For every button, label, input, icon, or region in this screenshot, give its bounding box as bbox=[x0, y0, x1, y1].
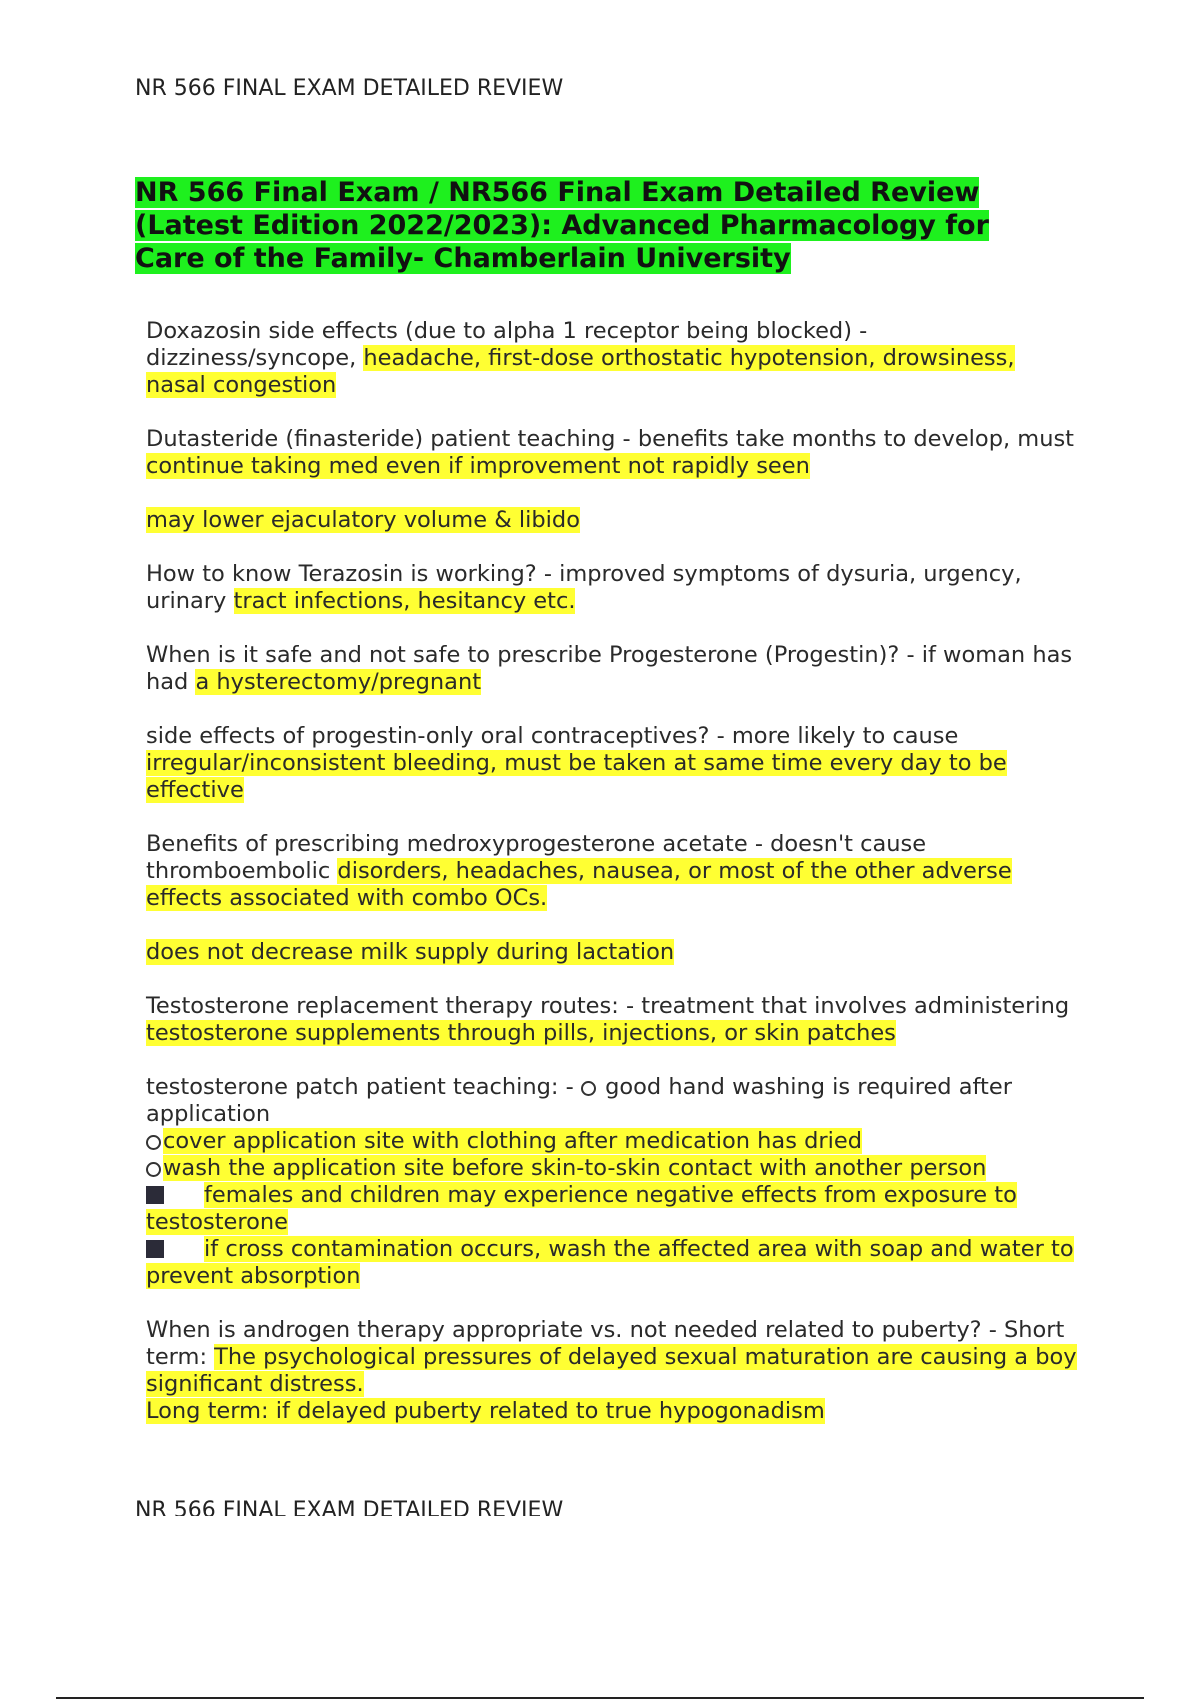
item-text: Doxazosin side effects (due to alpha 1 receptor being blocked) - dizziness/syncope, bbox=[146, 318, 868, 371]
item-progesterone bbox=[146, 642, 1081, 696]
item-medroxyprogesterone-extra bbox=[146, 939, 1081, 966]
item-dutasteride bbox=[146, 426, 1081, 480]
item-highlight: females and children may experience negative effects from exposure to testosterone bbox=[146, 1182, 1017, 1235]
item-progestin-only bbox=[146, 723, 1081, 804]
item-highlight: testosterone supplements through pills, injections, or skin patches bbox=[146, 1020, 896, 1046]
item-highlight: does not decrease milk supply during lactation bbox=[146, 939, 675, 965]
item-text: testosterone patch patient teaching: - bbox=[146, 1074, 581, 1100]
item-text: How to know Terazosin is working? - improved symptoms of dysuria, urgency, urinary bbox=[146, 561, 1022, 614]
patch-bullet-1 bbox=[146, 1128, 1081, 1155]
patch-bullet-4 bbox=[146, 1236, 1081, 1290]
hollow-circle-bullet-icon bbox=[146, 1162, 161, 1177]
item-highlight: continue taking med even if improvement not rapidly seen bbox=[146, 453, 810, 479]
item-highlight: if cross contamination occurs, wash the affected area with soap and water to prevent absorption bbox=[146, 1236, 1074, 1289]
running-header bbox=[135, 72, 735, 98]
running-header-text: NR 566 FINAL EXAM DETAILED REVIEW bbox=[135, 76, 564, 98]
item-dutasteride-extra bbox=[146, 507, 1081, 534]
patch-bullet-3 bbox=[146, 1182, 1081, 1236]
item-highlight: irregular/inconsistent bleeding, must be taken at same time every day to be effective bbox=[146, 750, 1007, 803]
item-highlight: headache, first-dose orthostatic hypotension, drowsiness, nasal congestion bbox=[146, 345, 1015, 398]
hollow-circle-bullet-icon bbox=[146, 1135, 161, 1150]
running-footer-text: NR 566 FINAL EXAM DETAILED REVIEW bbox=[135, 1500, 564, 1516]
item-doxazosin bbox=[146, 318, 1081, 399]
item-text: When is it safe and not safe to prescribe Progesterone (Progestin)? - if woman has had bbox=[146, 642, 1073, 695]
square-bullet-icon bbox=[146, 1186, 164, 1204]
item-highlight: a hysterectomy/pregnant bbox=[195, 669, 482, 695]
item-terazosin bbox=[146, 561, 1081, 615]
item-androgen-long-term bbox=[146, 1398, 1081, 1425]
item-text: Testosterone replacement therapy routes: - treatment that involves administering bbox=[146, 993, 1070, 1019]
item-highlight: cover application site with clothing after medication has dried bbox=[163, 1128, 862, 1154]
item-medroxyprogesterone bbox=[146, 831, 1081, 912]
title-text: NR 566 Final Exam / NR566 Final Exam Detailed Review (Latest Edition 2022/2023): Advanced Pharmacology for Care of the Family- Chamberlain University bbox=[135, 177, 989, 274]
item-trt-routes bbox=[146, 993, 1081, 1047]
item-text: side effects of progestin-only oral contraceptives? - more likely to cause bbox=[146, 723, 959, 749]
patch-bullet-2 bbox=[146, 1155, 1081, 1182]
item-text: When is androgen therapy appropriate vs. not needed related to puberty? - Short term: bbox=[146, 1317, 1065, 1370]
item-highlight: wash the application site before skin-to-skin contact with another person bbox=[163, 1155, 987, 1181]
item-highlight: The psychological pressures of delayed sexual maturation are causing a boy significant distress. bbox=[146, 1344, 1077, 1397]
running-footer bbox=[135, 1500, 735, 1516]
item-androgen-therapy bbox=[146, 1317, 1081, 1398]
item-patch-teaching bbox=[146, 1074, 1081, 1128]
page-bottom-rule bbox=[56, 1697, 1144, 1699]
item-highlight: disorders, headaches, nausea, or most of the other adverse effects associated with combo OCs. bbox=[146, 858, 1012, 911]
hollow-circle-bullet-icon bbox=[581, 1081, 596, 1096]
item-highlight: may lower ejaculatory volume & libido bbox=[146, 507, 580, 533]
item-text: good hand washing is required after application bbox=[146, 1074, 1012, 1127]
document-title bbox=[135, 176, 1055, 275]
item-text: Dutasteride (finasteride) patient teaching - benefits take months to develop, must bbox=[146, 426, 1075, 452]
item-highlight: Long term: if delayed puberty related to true hypogonadism bbox=[146, 1398, 825, 1424]
item-text: Benefits of prescribing medroxyprogesterone acetate - doesn't cause thromboembolic bbox=[146, 831, 927, 884]
square-bullet-icon bbox=[146, 1240, 164, 1258]
document-body bbox=[146, 318, 1081, 1452]
item-highlight: tract infections, hesitancy etc. bbox=[233, 588, 576, 614]
